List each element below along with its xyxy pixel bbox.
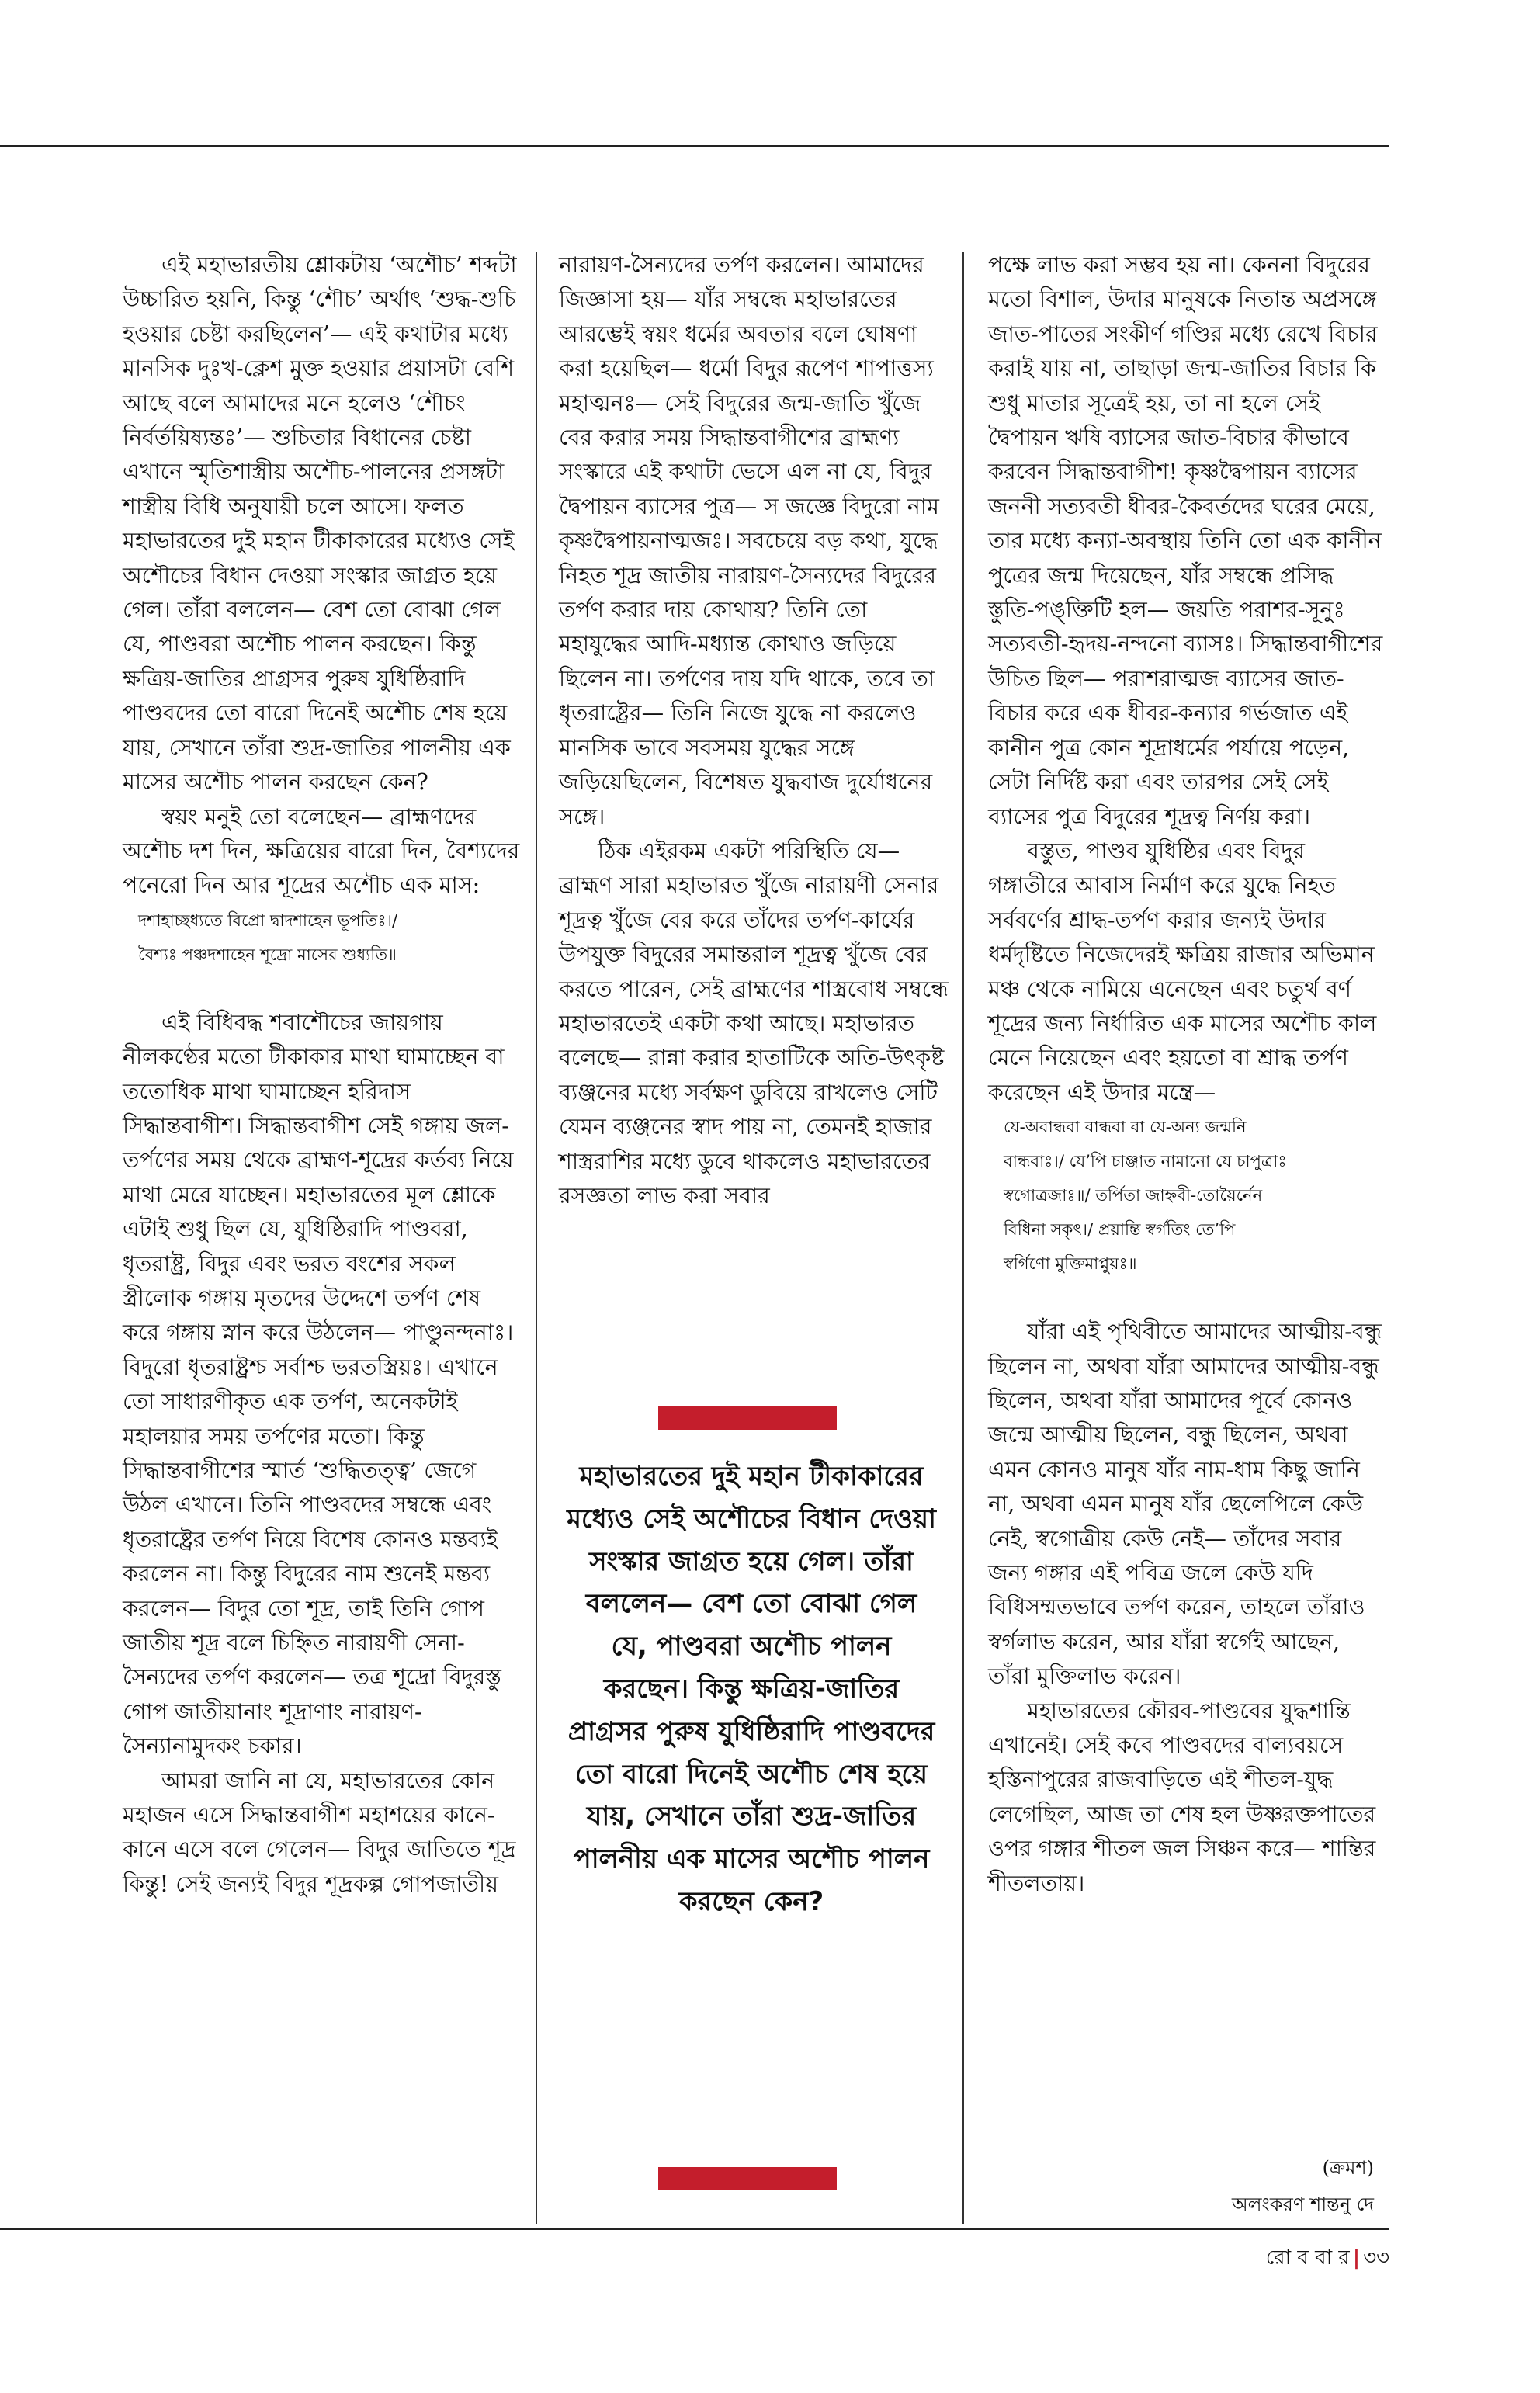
top-rule bbox=[0, 145, 1389, 147]
verse-line: দশাহাচ্ছধ্যতে বিপ্রো দ্বাদশাহেন ভূপতিঃ।/ bbox=[138, 910, 398, 930]
article-column-2 bbox=[559, 248, 951, 1213]
magazine-name: রো ব বা র bbox=[1265, 2246, 1350, 2270]
verse-line: বান্ধবাঃ।/ যে’পি চাঞ্জাত নামানো যে চাপুত্রাঃ bbox=[1004, 1152, 1287, 1171]
pull-quote-top-bar bbox=[658, 1406, 837, 1430]
pull-quote: মহাভারতের দুই মহান টীকাকারের মধ্যেও সেই অশৌচের বিধান দেওয়া সংস্কার জাগ্রত হয়ে গেল। তাঁরা বললেন— বেশ তো বোঝা গেল যে, পাণ্ডবরা অশৌচ পালন করছেন। কিন্তু ক্ষত্রিয়-জাতির প্রাগ্রসর পুরুষ যুধিষ্ঠিরাদি পাণ্ডবদের তো বারো দিনেই অশৌচ শেষ হয়ে যায়, সেখানে তাঁরা শুদ্র-জাতির পালনীয় এক মাসের অশৌচ পালন করছেন কেন? bbox=[567, 1461, 936, 1917]
column-divider bbox=[536, 252, 537, 2224]
column-divider bbox=[962, 252, 964, 2224]
verse-line: স্বর্গিণো মুক্তিমাপ্নুয়ঃ॥ bbox=[1004, 1254, 1137, 1274]
to-be-continued: (ক্রমশ) bbox=[1322, 2157, 1374, 2179]
paragraph: যাঁরা এই পৃথিবীতে আমাদের আত্মীয়-বন্ধু ছিলেন না, অথবা যাঁরা আমাদের আত্মীয়-বন্ধু ছিলেন, অথবা যাঁরা আমাদের পূর্বে কোনও জন্মে আত্মীয় ছিলেন, বন্ধু ছিলেন, অথবা এমন কোনও মানুষ যাঁর নাম-ধাম কিছু জানি না, অথবা এমন মানুষ যাঁর ছেলেপিলে কেউ নেই, স্বগোত্রীয় কেউ নেই— তাঁদের সবার জন্য গঙ্গার এই পবিত্র জলে কেউ যদি বিধিসম্মতভাবে তর্পণ করেন, তাহলে তাঁরাও স্বর্গলাভ করেন, আর যাঁরা স্বর্গেই আছেন, তাঁরা মুক্তিলাভ করেন। bbox=[988, 1319, 1382, 1690]
paragraph: মহাভারতের কৌরব-পাণ্ডবের যুদ্ধশান্তি এখানেই। সেই কবে পাণ্ডবদের বাল্যবয়সে হস্তিনাপুরের রাজবাড়িতে এই শীতল-যুদ্ধ লেগেছিল, আজ তা শেষ হল উষ্ণরক্তপাতের ওপর গঙ্গার শীতল জল সিঞ্চন করে— শান্তির শীতলতায়। bbox=[988, 1698, 1376, 1896]
article-column-3 bbox=[988, 248, 1384, 1901]
pull-quote-bottom-bar bbox=[658, 2167, 837, 2190]
paragraph: নারায়ণ-সৈন্যদের তর্পণ করলেন। আমাদের জিজ্ঞাসা হয়— যাঁর সম্বন্ধে মহাভারতের আরম্ভেই স্বয়ং ধর্মের অবতার বলে ঘোষণা করা হয়েছিল— ধর্মো বিদুর রূপেণ শাপাত্তস্য মহাত্মনঃ— সেই বিদুরের জন্ম-জাতি খুঁজে বের করার সময় সিদ্ধান্তবাগীশের ব্রাহ্মণ্য সংস্কারে এই কথাটা ভেসে এল না যে, বিদুর দ্বৈপায়ন ব্যাসের পুত্র— স জজ্ঞে বিদুরো নাম কৃষ্ণদ্বৈপায়নাত্মজঃ। সবচেয়ে বড় কথা, যুদ্ধে নিহত শূদ্র জাতীয় নারায়ণ-সৈন্যদের বিদুরের তর্পণ করার দায় কোথায়? তিনি তো মহাযুদ্ধের আদি-মধ্যান্ত কোথাও জড়িয়ে ছিলেন না। তর্পণের দায় যদি থাকে, তবে তা ধৃতরাষ্ট্রের— তিনি নিজে যুদ্ধে না করলেও মানসিক ভাবে সবসময় যুদ্ধের সঙ্গে জড়িয়েছিলেন, বিশেষত যুদ্ধবাজ দুর্যোধনের সঙ্গে। bbox=[559, 252, 939, 830]
verse-line: স্বগোত্রজাঃ॥/ তর্পিতা জাহ্নবী-তোয়ৈর্নেন bbox=[1004, 1186, 1263, 1205]
illustration-credit: অলংকরণ শান্তনু দে bbox=[1231, 2194, 1374, 2215]
page-footer bbox=[1230, 2242, 1389, 2276]
paragraph: ঠিক এইরকম একটা পরিস্থিতি যে— ব্রাহ্মণ সারা মহাভারত খুঁজে নারায়ণী সেনার শূদ্রত্ব খুঁজে বের করে তাঁদের তর্পণ-কার্যের উপযুক্ত বিদুরের সমান্তরাল শূদ্রত্ব খুঁজে বের করতে পারেন, সেই ব্রাহ্মণের শাস্ত্রবোধ সম্বন্ধে মহাভারতেই একটা কথা আছে। মহাভারত বলেছে— রান্না করার হাতাটিকে অতি-উৎকৃষ্ট ব্যঞ্জনের মধ্যে সর্বক্ষণ ডুবিয়ে রাখলেও সেটি যেমন ব্যঞ্জনের স্বাদ পায় না, তেমনই হাজার শাস্ত্ররাশির মধ্যে ডুবে থাকলেও মহাভারতের রসজ্ঞতা লাভ করা সবার bbox=[559, 838, 949, 1209]
paragraph: এই বিধিবদ্ধ শবাশৌচের জায়গায় নীলকণ্ঠের মতো টীকাকার মাথা ঘামাচ্ছেন বা ততোধিক মাথা ঘামাচ্ছেন হরিদাস সিদ্ধান্তবাগীশ। সিদ্ধান্তবাগীশ সেই গঙ্গায় জল-তর্পণের সময় থেকে ব্রাহ্মণ-শূদ্রের কর্তব্য নিয়ে মাথা মেরে যাচ্ছেন। মহাভারতের মূল শ্লোকে এটাই শুধু ছিল যে, যুধিষ্ঠিরাদি পাণ্ডবরা, ধৃতরাষ্ট্র, বিদুর এবং ভরত বংশের সকল স্ত্রীলোক গঙ্গায় মৃতদের উদ্দেশে তর্পণ শেষ করে গঙ্গায় স্নান করে উঠলেন— পাণ্ডুনন্দনাঃ। বিদুরো ধৃতরাষ্ট্রশ্চ সর্বাশ্চ ভরতস্ত্রিয়ঃ। এখানে তো সাধারণীকৃত এক তর্পণ, অনেকটাই মহালয়ার সময় তর্পণের মতো। কিন্তু সিদ্ধান্তবাগীশের স্মার্ত ‘শুদ্ধিতত্ত্ব’ জেগে উঠল এখানে। তিনি পাণ্ডবদের সম্বন্ধে এবং ধৃতরাষ্ট্রের তর্পণ নিয়ে বিশেষ কোনও মন্তব্যই করলেন না। কিন্তু বিদুরের নাম শুনেই মন্তব্য করলেন— বিদুর তো শূদ্র, তাই তিনি গোপ জাতীয় শূদ্র বলে চিহ্নিত নারায়ণী সেনা-সৈন্যদের তর্পণ করলেন— তত্র শূদ্রো বিদুরস্তু গোপ জাতীয়ানাং শূদ্রাণাং নারায়ণ-সৈন্যানামুদকং চকার। bbox=[123, 1009, 514, 1760]
paragraph: আমরা জানি না যে, মহাভারতের কোন মহাজন এসে সিদ্ধান্তবাগীশ মহাশয়ের কানে-কানে এসে বলে গেলেন— বিদুর জাতিতে শূদ্র কিন্তু! সেই জন্যই বিদুর শূদ্রকল্প গোপজাতীয় bbox=[123, 1767, 516, 1897]
verse-line: বৈশ্যঃ পঞ্চদশাহেন শূদ্রো মাসের শুধ্যতি॥ bbox=[138, 945, 397, 964]
bottom-rule bbox=[0, 2228, 1389, 2230]
paragraph: পক্ষে লাভ করা সম্ভব হয় না। কেননা বিদুরের মতো বিশাল, উদার মানুষকে নিতান্ত অপ্রসঙ্গে জাত-পাতের সংকীর্ণ গণ্ডির মধ্যে রেখে বিচার করাই যায় না, তাছাড়া জন্ম-জাতির বিচার কি শুধু মাতার সূত্রেই হয়, তা না হলে সেই দ্বৈপায়ন ঋষি ব্যাসের জাত-বিচার কীভাবে করবেন সিদ্ধান্তবাগীশ! কৃষ্ণদ্বৈপায়ন ব্যাসের জননী সত্যবতী ধীবর-কৈবর্তদের ঘরের মেয়ে, তার মধ্যে কন্যা-অবস্থায় তিনি তো এক কানীন পুত্রের জন্ম দিয়েছেন, যাঁর সম্বন্ধে প্রসিদ্ধ স্তুতি-পঙ্‌ক্তিটি হল— জয়তি পরাশর-সূনুঃ সত্যবতী-হৃদয়-নন্দনো ব্যাসঃ। সিদ্ধান্তবাগীশের উচিত ছিল— পরাশরাত্মজ ব্যাসের জাত-বিচার করে এক ধীবর-কন্যার গর্ভজাত এই কানীন পুত্র কোন শূদ্রাধর্মের পর্যায়ে পড়েন, সেটা নির্দিষ্ট করা এবং তারপর সেই সেই ব্যাসের পুত্র বিদুরের শূদ্রত্ব নির্ণয় করা। bbox=[988, 252, 1383, 830]
paragraph: এই মহাভারতীয় শ্লোকটায় ‘অশৌচ’ শব্দটা উচ্চারিত হয়নি, কিন্তু ‘শৌচ’ অর্থাৎ ‘শুদ্ধ-শুচি হওয়ার চেষ্টা করছিলেন’— এই কথাটার মধ্যে মানসিক দুঃখ-ক্লেশ মুক্ত হওয়ার প্রয়াসটা বেশি আছে বলে আমাদের মনে হলেও ‘শৌচং নির্বর্তয়িষ্যন্তঃ’— শুচিতার বিধানের চেষ্টা এখানে স্মৃতিশাস্ত্রীয় অশৌচ-পালনের প্রসঙ্গটা শাস্ত্রীয় বিধি অনুযায়ী চলে আসে। ফলত মহাভারতের দুই মহান টীকাকারের মধ্যেও সেই অশৌচের বিধান দেওয়া সংস্কার জাগ্রত হয়ে গেল। তাঁরা বললেন— বেশ তো বোঝা গেল যে, পাণ্ডবরা অশৌচ পালন করছেন। কিন্তু ক্ষত্রিয়-জাতির প্রাগ্রসর পুরুষ যুধিষ্ঠিরাদি পাণ্ডবদের তো বারো দিনেই অশৌচ শেষ হয়ে যায়, সেখানে তাঁরা শুদ্র-জাতির পালনীয় এক মাসের অশৌচ পালন করছেন কেন? bbox=[123, 252, 517, 796]
paragraph: বস্তুত, পাণ্ডব যুধিষ্ঠির এবং বিদুর গঙ্গাতীরে আবাস নির্মাণ করে যুদ্ধে নিহত সর্ববর্ণের শ্রাদ্ধ-তর্পণ করার জন্যই উদার ধর্মদৃষ্টিতে নিজেদেরই ক্ষত্রিয় রাজার অভিমান মঞ্চ থেকে নামিয়ে এনেছেন এবং চতুর্থ বর্ণ শূদ্রের জন্য নির্ধারিত এক মাসের অশৌচ কাল মেনে নিয়েছেন এবং হয়তো বা শ্রাদ্ধ তর্পণ করেছেন এই উদার মন্ত্রে— bbox=[988, 838, 1377, 1105]
paragraph: স্বয়ং মনুই তো বলেছেন— ব্রাহ্মণদের অশৌচ দশ দিন, ক্ষত্রিয়ের বারো দিন, বৈশ্যদের পনেরো দিন আর শূদ্রের অশৌচ এক মাস: bbox=[123, 803, 520, 899]
verse-line: বিধিনা সকৃৎ।/ প্রয়ান্তি স্বর্গতিং তে’পি bbox=[1004, 1220, 1236, 1240]
verse-line: যে-অবান্ধবা বান্ধবা বা যে-অন্য জন্মনি bbox=[1004, 1118, 1247, 1137]
page-number: ৩৩ bbox=[1363, 2246, 1389, 2270]
footer-separator: | bbox=[1352, 2246, 1361, 2270]
article-column-1 bbox=[123, 248, 520, 1902]
